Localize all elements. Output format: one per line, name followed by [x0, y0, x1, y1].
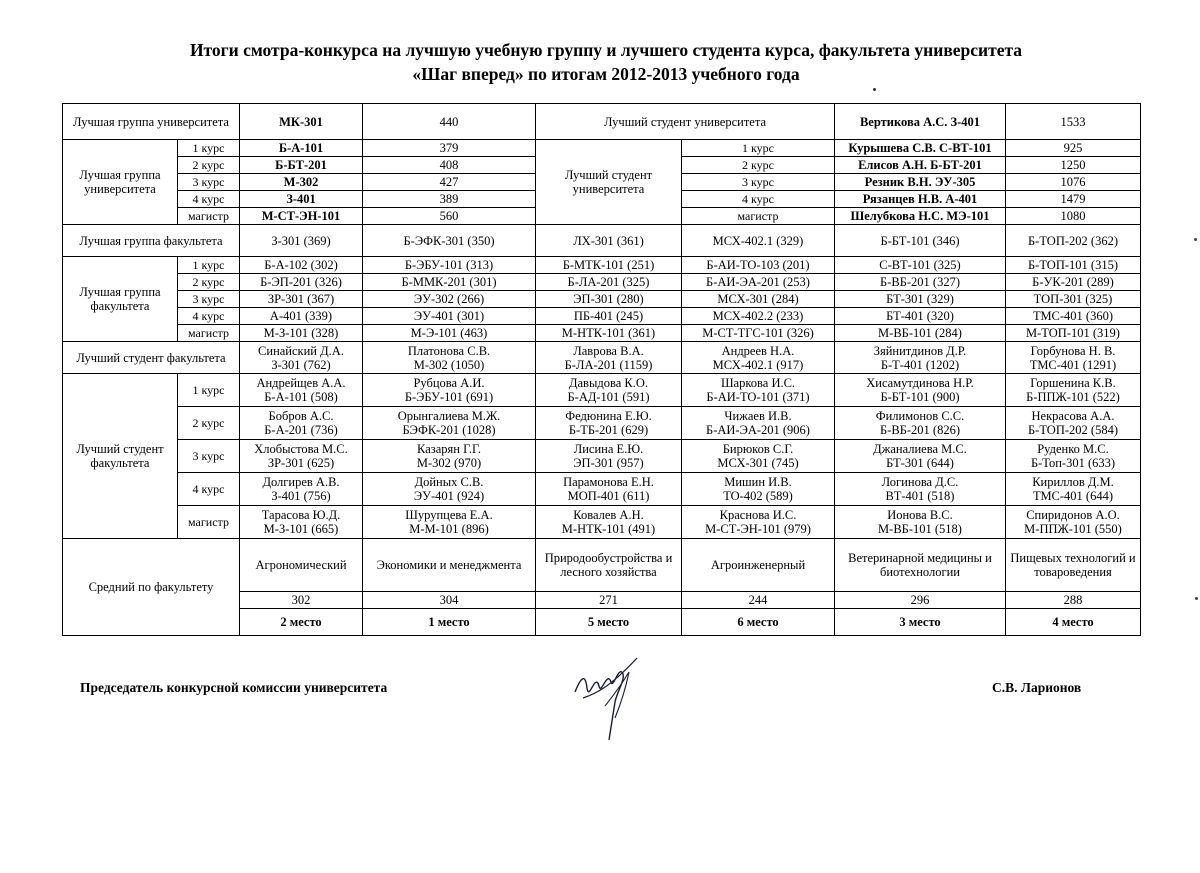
course-label: 4 курс: [682, 191, 835, 208]
student-group: Б-ВБ-201 (826): [880, 423, 960, 437]
faculty-cell: М-ТОП-101 (319): [1006, 325, 1141, 342]
average-value: 271: [536, 592, 682, 609]
faculty-student-cell: [682, 473, 835, 506]
faculty-student-cell: [835, 473, 1006, 506]
student-group: Б-ТБ-201 (629): [568, 423, 649, 437]
score-cell: 379: [363, 140, 536, 157]
document-title: [0, 38, 1200, 86]
student-name: Тарасова Ю.Д.: [261, 508, 341, 522]
faculty-student-cell: [682, 342, 835, 374]
student-name: Джаналиева М.С.: [873, 442, 967, 456]
course-label: магистр: [682, 208, 835, 225]
faculty-student-cell: [1006, 407, 1141, 440]
row-label: Лучшая группа университета: [63, 140, 178, 225]
student-name: Федюнина Е.Ю.: [565, 409, 652, 423]
table-row: [63, 325, 1141, 342]
student-name: Краснова И.С.: [719, 508, 797, 522]
student-name: Горшенина К.В.: [1030, 376, 1116, 390]
faculty-student-cell: [363, 440, 536, 473]
faculty-cell: ЭУ-302 (266): [363, 291, 536, 308]
student-name: Андреев Н.А.: [721, 343, 795, 358]
course-label: магистр: [178, 208, 240, 225]
faculty-cell: С-ВТ-101 (325): [835, 257, 1006, 274]
row-label: Лучшая группа университета: [63, 104, 240, 140]
faculty-cell: Б-ЭФК-301 (350): [363, 225, 536, 257]
faculty-student-cell: [363, 407, 536, 440]
place-cell: 2 место: [240, 609, 363, 636]
table-row: [63, 342, 1141, 374]
place-cell: 5 место: [536, 609, 682, 636]
faculty-cell: БТ-401 (320): [835, 308, 1006, 325]
student-name: Шаркова И.С.: [720, 376, 796, 390]
faculty-student-cell: [363, 374, 536, 407]
signature-icon: [565, 652, 655, 742]
faculty-student-cell: [1006, 440, 1141, 473]
student-group: МОП-401 (611): [567, 489, 650, 503]
faculty-student-cell: [240, 342, 363, 374]
student-group: М-НТК-101 (491): [561, 522, 656, 536]
student-name: Хисамутдинова Н.Р.: [866, 376, 974, 390]
row-label: Лучший студент университета: [536, 104, 835, 140]
faculty-student-cell: [536, 506, 682, 539]
student-name: Дойных С.В.: [414, 475, 484, 489]
faculty-cell: ТОП-301 (325): [1006, 291, 1141, 308]
student-group: Б-АИ-ЭА-201 (906): [706, 423, 810, 437]
best-group-score: 440: [363, 104, 536, 140]
faculty-cell: МСХ-301 (284): [682, 291, 835, 308]
faculty-student-cell: [682, 407, 835, 440]
faculty-student-cell: [835, 440, 1006, 473]
table-row: [63, 374, 1141, 407]
faculty-cell: БТ-301 (329): [835, 291, 1006, 308]
faculty-student-cell: [536, 374, 682, 407]
place-cell: 1 место: [363, 609, 536, 636]
best-student-score: 1533: [1006, 104, 1141, 140]
faculty-cell: МСХ-402.1 (329): [682, 225, 835, 257]
faculty-student-cell: [536, 407, 682, 440]
faculty-student-cell: [682, 506, 835, 539]
faculty-cell: ЭУ-401 (301): [363, 308, 536, 325]
title-line-2: «Шаг вперед» по итогам 2012-2013 учебного года: [412, 64, 800, 84]
student-name: Кириллов Д.М.: [1032, 475, 1114, 489]
student-group: Б-ЛА-201 (1159): [564, 357, 653, 372]
student-group: З-301 (762): [271, 357, 331, 372]
student-group: М-З-101 (665): [263, 522, 339, 536]
table-row: [63, 291, 1141, 308]
table-row: [63, 407, 1141, 440]
student-cell: Елисов А.Н. Б-БТ-201: [835, 157, 1006, 174]
student-name: Синайский Д.А.: [258, 343, 344, 358]
student-cell: Курышева С.В. С-ВТ-101: [835, 140, 1006, 157]
student-name: Мишин И.В.: [724, 475, 792, 489]
faculty-cell: Б-ЛА-201 (325): [536, 274, 682, 291]
student-name: Казарян Г.Г.: [417, 442, 481, 456]
faculty-cell: Б-АИ-ЭА-201 (253): [682, 274, 835, 291]
scan-speck: [873, 88, 876, 91]
faculty-student-cell: [682, 440, 835, 473]
group-cell: М-СТ-ЭН-101: [240, 208, 363, 225]
student-group: БЭФК-201 (1028): [402, 423, 496, 437]
table-row: [63, 257, 1141, 274]
group-cell: Б-БТ-201: [240, 157, 363, 174]
faculty-student-cell: [536, 473, 682, 506]
course-label: магистр: [178, 506, 240, 539]
course-label: 2 курс: [178, 274, 240, 291]
student-group: Б-А-201 (736): [264, 423, 338, 437]
score-cell: 1076: [1006, 174, 1141, 191]
faculty-name: Агрономический: [240, 539, 363, 592]
group-cell: М-302: [240, 174, 363, 191]
faculty-cell: Б-МТК-101 (251): [536, 257, 682, 274]
faculty-name: Экономики и менеджмента: [363, 539, 536, 592]
best-student-university: Вертикова А.С. З-401: [835, 104, 1006, 140]
course-label: 3 курс: [682, 174, 835, 191]
course-label: 4 курс: [178, 308, 240, 325]
student-name: Долгирев А.В.: [262, 475, 340, 489]
faculty-cell: М-Э-101 (463): [363, 325, 536, 342]
table-row: [63, 104, 1141, 140]
table-row: [63, 440, 1141, 473]
table-row: [63, 308, 1141, 325]
faculty-name: Ветеринарной медицины и биотехнологии: [835, 539, 1006, 592]
row-label: Лучший студент университета: [536, 140, 682, 225]
student-group: ВТ-401 (518): [885, 489, 955, 503]
table-row: [63, 473, 1141, 506]
title-line-1: Итоги смотра-конкурса на лучшую учебную группу и лучшего студента курса, факультета университета: [189, 40, 1023, 60]
faculty-cell: М-З-101 (328): [240, 325, 363, 342]
faculty-cell: З-301 (369): [240, 225, 363, 257]
course-label: 4 курс: [178, 473, 240, 506]
student-name: Хлобыстова М.С.: [254, 442, 348, 456]
student-group: Б-АИ-ТО-101 (371): [706, 390, 810, 404]
faculty-student-cell: [1006, 473, 1141, 506]
faculty-cell: Б-БТ-101 (346): [835, 225, 1006, 257]
student-group: М-ППЖ-101 (550): [1024, 522, 1122, 536]
student-group: Б-А-101 (508): [264, 390, 338, 404]
course-label: 2 курс: [178, 407, 240, 440]
student-group: МСХ-402.1 (917): [712, 357, 804, 372]
student-group: ЭУ-401 (924): [413, 489, 485, 503]
faculty-cell: ЗР-301 (367): [240, 291, 363, 308]
course-label: 1 курс: [178, 374, 240, 407]
faculty-student-cell: [363, 473, 536, 506]
faculty-cell: ТМС-401 (360): [1006, 308, 1141, 325]
faculty-cell: Б-ЭП-201 (326): [240, 274, 363, 291]
student-group: БТ-301 (644): [886, 456, 954, 470]
place-cell: 4 место: [1006, 609, 1141, 636]
student-name: Зяйнитдинов Д.Р.: [873, 343, 967, 358]
average-value: 296: [835, 592, 1006, 609]
student-cell: Шелубкова Н.С. МЭ-101: [835, 208, 1006, 225]
score-cell: 1250: [1006, 157, 1141, 174]
course-label: 1 курс: [178, 140, 240, 157]
course-label: 3 курс: [178, 440, 240, 473]
faculty-student-cell: [240, 374, 363, 407]
table-row: [63, 539, 1141, 592]
student-name: Парамонова Е.Н.: [563, 475, 654, 489]
group-cell: З-401: [240, 191, 363, 208]
student-cell: Резник В.Н. ЭУ-305: [835, 174, 1006, 191]
faculty-cell: ПБ-401 (245): [536, 308, 682, 325]
course-label: магистр: [178, 325, 240, 342]
faculty-student-cell: [536, 440, 682, 473]
student-group: Б-ТОП-202 (584): [1028, 423, 1118, 437]
row-label: Лучший студент факультета: [63, 342, 240, 374]
place-cell: 3 место: [835, 609, 1006, 636]
chair-name: С.В. Ларионов: [992, 680, 1082, 695]
results-table: [62, 103, 1141, 636]
average-value: 244: [682, 592, 835, 609]
faculty-name: Природообустройства и лесного хозяйства: [536, 539, 682, 592]
student-name: Давыдова К.О.: [568, 376, 648, 390]
student-name: Некрасова А.А.: [1031, 409, 1115, 423]
table-row: [63, 225, 1141, 257]
faculty-cell: ЛХ-301 (361): [536, 225, 682, 257]
course-label: 2 курс: [178, 157, 240, 174]
row-label: Лучшая группа факультета: [63, 257, 178, 342]
faculty-cell: Б-ММК-201 (301): [363, 274, 536, 291]
student-name: Шурупцева Е.А.: [405, 508, 493, 522]
average-value: 288: [1006, 592, 1141, 609]
faculty-cell: Б-ТОП-101 (315): [1006, 257, 1141, 274]
student-group: Б-ЭБУ-101 (691): [404, 390, 494, 404]
student-name: Бобров А.С.: [268, 409, 334, 423]
student-group: Б-АД-101 (591): [567, 390, 650, 404]
best-group-university: МК-301: [240, 104, 363, 140]
faculty-student-cell: [240, 407, 363, 440]
student-cell: Рязанцев Н.В. А-401: [835, 191, 1006, 208]
student-name: Филимонов С.С.: [875, 409, 965, 423]
score-cell: 1479: [1006, 191, 1141, 208]
student-name: Ионова В.С.: [887, 508, 953, 522]
course-label: 3 курс: [178, 291, 240, 308]
faculty-cell: Б-УК-201 (289): [1006, 274, 1141, 291]
course-label: 3 курс: [178, 174, 240, 191]
student-group: Б-Топ-301 (633): [1030, 456, 1116, 470]
score-cell: 1080: [1006, 208, 1141, 225]
row-label: Лучший студент факультета: [63, 374, 178, 539]
student-group: ТМС-401 (644): [1032, 489, 1114, 503]
faculty-cell: М-ВБ-101 (284): [835, 325, 1006, 342]
faculty-cell: Б-АИ-ТО-103 (201): [682, 257, 835, 274]
row-label: Средний по факультету: [63, 539, 240, 636]
faculty-student-cell: [835, 374, 1006, 407]
faculty-cell: Б-ТОП-202 (362): [1006, 225, 1141, 257]
student-group: ЗР-301 (625): [267, 456, 335, 470]
student-group: МСХ-301 (745): [717, 456, 799, 470]
student-group: Б-БТ-101 (900): [880, 390, 960, 404]
course-label: 4 курс: [178, 191, 240, 208]
student-group: Б-Т-401 (1202): [880, 357, 960, 372]
student-name: Бирюков С.Г.: [722, 442, 794, 456]
average-value: 302: [240, 592, 363, 609]
faculty-student-cell: [240, 440, 363, 473]
faculty-student-cell: [1006, 342, 1141, 374]
faculty-student-cell: [835, 407, 1006, 440]
student-group: М-302 (1050): [413, 357, 485, 372]
student-name: Чижаев И.В.: [724, 409, 792, 423]
student-group: М-СТ-ЭН-101 (979): [705, 522, 811, 536]
faculty-student-cell: [536, 342, 682, 374]
student-name: Платонова С.В.: [407, 343, 491, 358]
course-label: 1 курс: [178, 257, 240, 274]
faculty-student-cell: [835, 506, 1006, 539]
student-name: Спиридонов А.О.: [1026, 508, 1120, 522]
faculty-name: Агроинженерный: [682, 539, 835, 592]
table-row: [63, 140, 1141, 157]
faculty-cell: Б-А-102 (302): [240, 257, 363, 274]
place-cell: 6 место: [682, 609, 835, 636]
faculty-student-cell: [363, 342, 536, 374]
group-cell: Б-А-101: [240, 140, 363, 157]
faculty-cell: Б-ЭБУ-101 (313): [363, 257, 536, 274]
chair-title: Председатель конкурсной комиссии университета: [80, 680, 388, 695]
student-name: Лисина Е.Ю.: [573, 442, 644, 456]
student-group: ТМС-401 (1291): [1029, 357, 1117, 372]
faculty-cell: Б-ВБ-201 (327): [835, 274, 1006, 291]
faculty-student-cell: [835, 342, 1006, 374]
faculty-name: Пищевых технологий и товароведения: [1006, 539, 1141, 592]
faculty-student-cell: [363, 506, 536, 539]
student-group: М-ВБ-101 (518): [878, 522, 962, 536]
student-group: ТО-402 (589): [723, 489, 793, 503]
student-name: Андрейщев А.А.: [256, 376, 346, 390]
score-cell: 925: [1006, 140, 1141, 157]
faculty-cell: М-НТК-101 (361): [536, 325, 682, 342]
scan-speck: [1195, 597, 1198, 600]
faculty-cell: МСХ-402.2 (233): [682, 308, 835, 325]
score-cell: 560: [363, 208, 536, 225]
faculty-student-cell: [240, 473, 363, 506]
student-group: Б-ППЖ-101 (522): [1026, 390, 1120, 404]
student-group: М-М-101 (896): [409, 522, 489, 536]
faculty-cell: ЭП-301 (280): [536, 291, 682, 308]
score-cell: 408: [363, 157, 536, 174]
faculty-student-cell: [1006, 374, 1141, 407]
student-name: Горбунова Н. В.: [1030, 343, 1116, 358]
score-cell: 389: [363, 191, 536, 208]
student-name: Логинова Д.С.: [881, 475, 959, 489]
student-group: ЭП-301 (957): [573, 456, 644, 470]
course-label: 2 курс: [682, 157, 835, 174]
faculty-student-cell: [682, 374, 835, 407]
course-label: 1 курс: [682, 140, 835, 157]
faculty-cell: М-СТ-ТГС-101 (326): [682, 325, 835, 342]
average-value: 304: [363, 592, 536, 609]
student-name: Ковалев А.Н.: [573, 508, 644, 522]
student-name: Рубцова А.И.: [413, 376, 485, 390]
score-cell: 427: [363, 174, 536, 191]
faculty-student-cell: [1006, 506, 1141, 539]
row-label: Лучшая группа факультета: [63, 225, 240, 257]
table-row: [63, 274, 1141, 291]
student-name: Орынгалиева М.Ж.: [397, 409, 501, 423]
faculty-student-cell: [240, 506, 363, 539]
student-group: З-401 (756): [271, 489, 331, 503]
table-row: [63, 506, 1141, 539]
student-group: М-302 (970): [416, 456, 482, 470]
student-name: Руденко М.С.: [1037, 442, 1109, 456]
faculty-cell: А-401 (339): [240, 308, 363, 325]
scan-speck: [1194, 238, 1197, 241]
student-name: Лаврова В.А.: [573, 343, 644, 358]
